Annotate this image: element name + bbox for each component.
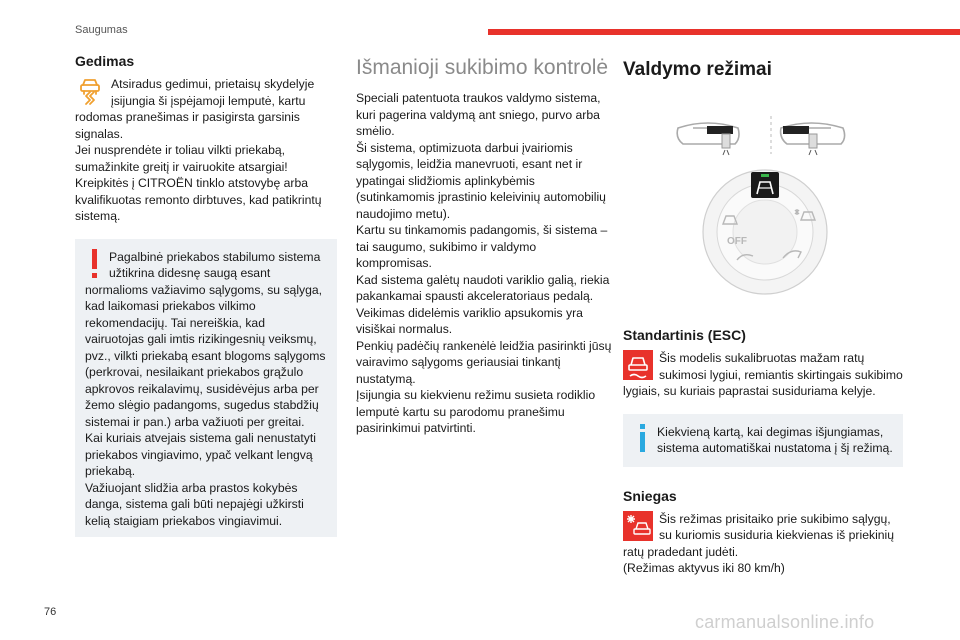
info-text: Kiekvieną kartą, kai degimas išjungiamas, sistema automatiškai nustatoma į šį režimą. bbox=[657, 424, 893, 455]
warning-line-1: Pagalbinė priekabos stabilumo sistema užtikrina didesnę saugą esant normalioms važiavimo sąlygoms, su sąlyga, kad laikomasi priekabos vilkimo rekomendacijų. Tai nereiškia, kad vairuotojas gali imtis rizikingesnių veiksmų, pvz., vilkti priekabą esant blogoms sąlygoms (perkrovai, nesilaikant priekabos grąžulo apkrovos reikalavimų, susidėvėjus arba per žemo slėgio padangoms, sugedus stabdžių sistemai ir pan.) arba važiuoti per greitai. bbox=[85, 249, 326, 429]
fault-text: Atsiradus gedimui, prietaisų skydelyje įsijungia ši įspėjamoji lemputė, kartu rodomas pranešimas ir pasigirsta garsinis signalas. bbox=[75, 77, 315, 141]
dial-off-label: OFF bbox=[727, 236, 747, 247]
watermark: carmanualsonline.info bbox=[695, 612, 875, 632]
steering-wheel-left-icon bbox=[677, 123, 739, 155]
grip-line-1: Speciali patentuota traukos valdymo sistema, kuri pagerina valdymą ant sniego, purvo arba smėlio. bbox=[356, 91, 601, 138]
esc-paragraph bbox=[623, 350, 903, 400]
steering-column-diagram bbox=[623, 82, 903, 314]
header-accent-bar bbox=[488, 29, 960, 35]
info-box bbox=[623, 414, 903, 467]
fault-paragraph bbox=[75, 76, 337, 142]
snow-text: Šis režimas prisitaiko prie sukibimo sąlygų, su kuriomis susiduria kiekvienas iš priekinių ratų pradedant judėti. bbox=[623, 511, 895, 559]
info-icon bbox=[635, 424, 649, 454]
esc-text: Šis modelis sukalibruotas mažam ratų sukimosi lygiui, remiantis skirtingais sukibimo lygiais, su kuriais paprastai susiduriama kelyje. bbox=[623, 351, 903, 398]
snow-paragraph bbox=[623, 511, 903, 561]
grip-line-2: Ši sistema, optimizuota darbui įvairiomis sąlygomis, leidžia manevruoti, esant net ir ypatingai slidžiomis aplinkybėmis (sutinkamomis įprastinio keleivinių automobilių naudojimo metu). bbox=[356, 140, 606, 221]
steering-wheel-right-icon bbox=[781, 123, 845, 155]
warning-box bbox=[75, 239, 337, 538]
snow-car-icon bbox=[623, 511, 653, 541]
traction-figure bbox=[623, 82, 903, 322]
page-number: 76 bbox=[44, 606, 57, 618]
running-header: Saugumas bbox=[75, 24, 128, 36]
grip-line-6: Penkių padėčių rankenėlė leidžia pasirinkti jūsų vairavimo sąlygoms geriausiai tinkantį nustatymą. bbox=[356, 338, 612, 386]
warning-line-2: Kai kuriais atvejais sistema gali nenustatyti priekabos vingiavimo, ypač velkant lengvą priekabą. bbox=[85, 431, 316, 478]
esc-car-icon bbox=[623, 350, 653, 380]
heading-esc: Standartinis (ESC) bbox=[623, 327, 746, 343]
grip-line-4: Kad sistema galėtų naudoti variklio galią, riekia pakankamai spausti akceleratoriaus pedalą. bbox=[356, 272, 610, 303]
fault-line-2: Kreipkitės į CITROËN tinklo atstovybę arba kvalifikuotas remonto dirbtuves, kad patikrintų sistemą. bbox=[75, 176, 322, 223]
exclamation-icon bbox=[87, 249, 101, 279]
grip-line-5: Veikimas didelėmis variklio apsukomis yra visiškai normalus. bbox=[356, 305, 583, 336]
heading-fault: Gedimas bbox=[75, 53, 135, 69]
fault-line-1: Jei nusprendėte ir toliau vilkti priekabą, sumažinkite greitį ir vairuokite atsargiai! bbox=[75, 143, 288, 174]
column-grip-control bbox=[356, 52, 614, 437]
grip-line-3: Kartu su tinkamomis padangomis, ši sistema – tai saugumo, sukibimo ir valdymo kompromisas. bbox=[356, 223, 608, 270]
grip-line-7: Įsijungia su kiekvienu režimu susieta rodiklio lemputė kartu su parodomu pranešimu pasirinkimui patvirtinti. bbox=[356, 388, 596, 435]
trailer-warning-icon bbox=[75, 76, 105, 106]
heading-grip-control: Išmanioji sukibimo kontrolė bbox=[356, 56, 609, 79]
heading-snow: Sniegas bbox=[623, 487, 677, 504]
column-modes bbox=[623, 52, 903, 577]
heading-modes: Valdymo režimai bbox=[623, 59, 772, 80]
column-trailer-fault bbox=[75, 52, 337, 537]
snow-note: (Režimas aktyvus iki 80 km/h) bbox=[623, 561, 785, 575]
traction-dial bbox=[703, 170, 827, 294]
warning-line-3: Važiuojant slidžia arba prastos kokybės danga, sistema gali būti nepajėgi užkirsti kelią staigiam priekabos vingiavimui. bbox=[85, 480, 304, 528]
